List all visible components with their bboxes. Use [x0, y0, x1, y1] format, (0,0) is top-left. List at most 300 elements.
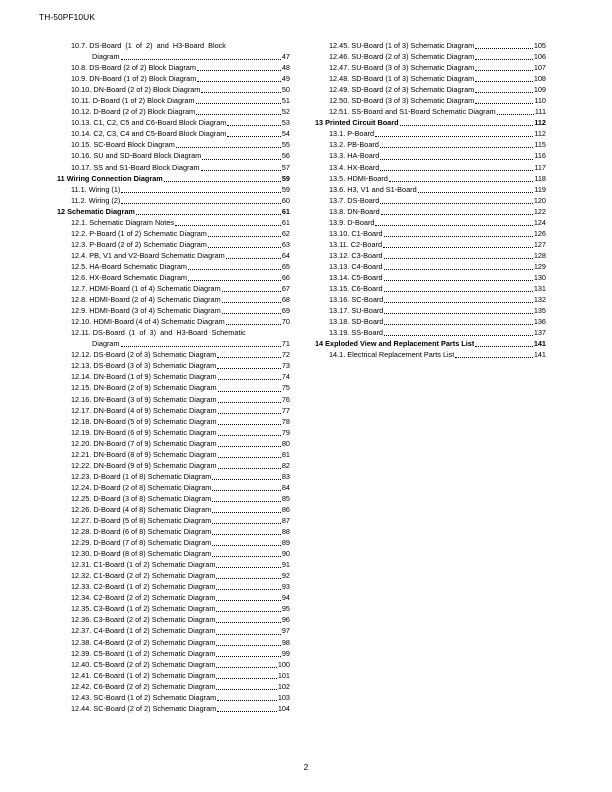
toc-entry-number: 10.15.: [71, 140, 92, 150]
dot-leader: [202, 158, 281, 160]
toc-entry-page: 54: [281, 129, 290, 139]
toc-entry-number: 12.49.: [329, 85, 350, 95]
toc-entry-number: 13.5.: [329, 173, 346, 183]
toc-entry-number: 12.44.: [71, 703, 92, 713]
toc-entry[interactable]: [54, 106, 290, 117]
toc-entry[interactable]: [54, 427, 290, 438]
toc-entry-page: 126: [533, 228, 546, 238]
toc-entry-title: DN-Board: [347, 206, 380, 216]
toc-entry-number: 12.22.: [71, 460, 92, 470]
toc-entry[interactable]: [54, 681, 290, 692]
toc-entry-title: C3-Board (1 of 2) Schematic Diagram: [93, 604, 216, 614]
dot-leader: [400, 124, 534, 126]
toc-entry-number: 12.6.: [71, 272, 88, 282]
toc-entry-number: 13.6.: [329, 184, 346, 194]
dot-leader: [197, 80, 281, 82]
toc-entry-title: SD-Board (2 of 3) Schematic Diagram: [351, 85, 475, 95]
toc-entry[interactable]: [54, 316, 290, 327]
toc-entry[interactable]: [54, 294, 290, 305]
toc-entry-title: C6-Board: [351, 284, 383, 294]
toc-entry-page: 116: [534, 151, 546, 161]
toc-entry-title: Wiring Connection Diagram: [66, 173, 163, 183]
toc-entry[interactable]: [312, 239, 546, 250]
toc-entry[interactable]: [54, 592, 290, 603]
dot-leader: [375, 135, 533, 137]
toc-entry-page: 124: [533, 217, 546, 227]
toc-entry-page: 69: [281, 306, 290, 316]
dot-leader: [212, 533, 281, 535]
dot-leader: [227, 135, 281, 137]
toc-entry-page: 75: [281, 383, 290, 393]
toc-entry-page: 88: [281, 527, 290, 537]
dot-leader: [383, 246, 533, 248]
toc-entry-title: DN-Board (3 of 9) Schematic Diagram: [93, 394, 217, 404]
toc-entry-title: D-Board (8 of 8) Schematic Diagram: [93, 549, 212, 559]
toc-entry[interactable]: [312, 316, 546, 327]
document-title: TH-50PF10UK: [39, 12, 96, 22]
dot-leader: [212, 511, 281, 513]
toc-entry[interactable]: [312, 106, 546, 117]
toc-entry[interactable]: [54, 493, 290, 504]
toc-entry-number: 12.33.: [71, 582, 92, 592]
toc-entry[interactable]: [54, 581, 290, 592]
toc-entry[interactable]: [54, 117, 290, 128]
dot-leader: [196, 113, 281, 115]
dot-leader: [418, 191, 534, 193]
toc-entry-page: 70: [281, 317, 290, 327]
dot-leader: [121, 191, 281, 193]
dot-leader: [381, 213, 533, 215]
toc-entry[interactable]: [54, 305, 290, 316]
toc-entry[interactable]: [312, 349, 546, 360]
toc-entry-page: 68: [281, 295, 290, 305]
toc-entry-page: 99: [281, 648, 290, 658]
toc-section-heading[interactable]: [54, 206, 290, 217]
toc-entry-page: 141: [533, 339, 546, 349]
toc-entry-number: 10.14.: [71, 129, 92, 139]
dot-leader: [216, 655, 280, 657]
toc-entry-title: SU and SD-Board Block Diagram: [93, 151, 202, 161]
toc-entry-title: HDMI-Board: [347, 173, 388, 183]
toc-entry-page: 77: [281, 405, 290, 415]
toc-entry-number: 12.26.: [71, 504, 92, 514]
dot-leader: [164, 180, 281, 182]
toc-entry-number: 12.28.: [71, 527, 92, 537]
toc-entry-title: C1, C2, C5 and C6-Board Block Diagram: [93, 118, 227, 128]
toc-entry[interactable]: [312, 95, 546, 106]
toc-entry-number: 12.27.: [71, 516, 92, 526]
toc-entry-title: Diagram: [92, 52, 120, 62]
toc-entry-number: 12.30.: [71, 549, 92, 559]
toc-entry-title: DS-Board (1 of 3) and H3-Board Schematic: [92, 328, 246, 338]
toc-entry-number: 12.42.: [71, 681, 92, 691]
toc-section-heading[interactable]: [312, 117, 546, 128]
toc-entry[interactable]: [54, 416, 290, 427]
toc-entry-page: 94: [281, 593, 290, 603]
toc-entry-title: D-Board (7 of 8) Schematic Diagram: [93, 538, 212, 548]
toc-entry[interactable]: [54, 471, 290, 482]
toc-entry[interactable]: [54, 438, 290, 449]
toc-entry[interactable]: [54, 327, 290, 338]
toc-entry[interactable]: [54, 614, 290, 625]
toc-entry[interactable]: [54, 95, 290, 106]
toc-entry-title: P-Board: [347, 129, 375, 139]
toc-entry-title: D-Board (2 of 2) Block Diagram: [93, 107, 196, 117]
toc-entry-page: 50: [281, 85, 290, 95]
toc-entry[interactable]: [54, 637, 290, 648]
toc-entry[interactable]: [54, 217, 290, 228]
dot-leader: [455, 356, 532, 358]
toc-entry[interactable]: [312, 73, 546, 84]
toc-entry[interactable]: [54, 195, 290, 206]
toc-entry[interactable]: [54, 184, 290, 195]
toc-entry[interactable]: [54, 128, 290, 139]
toc-entry-number: 13.19.: [329, 328, 350, 338]
toc-entry-page: 92: [281, 571, 290, 581]
toc-entry-page: 47: [281, 52, 290, 62]
toc-entry-number: 12.29.: [71, 538, 92, 548]
toc-entry-title: D-Board (1 of 8) Schematic Diagram: [93, 471, 212, 481]
toc-entry-page: 86: [281, 504, 290, 514]
toc-entry-page: 110: [534, 96, 546, 106]
toc-entry[interactable]: [54, 482, 290, 493]
toc-entry[interactable]: [54, 283, 290, 294]
toc-entry-number: 12.45.: [329, 41, 350, 50]
toc-entry-title: D-Board (3 of 8) Schematic Diagram: [93, 493, 212, 503]
dot-leader: [380, 202, 533, 204]
toc-entry-page: 60: [281, 195, 290, 205]
toc-entry-title: C2-Board: [350, 239, 383, 249]
toc-entry-title: D-Board: [347, 217, 375, 227]
toc-entry-title: DN-Board (2 of 2) Block Diagram: [93, 85, 201, 95]
dot-leader: [475, 47, 533, 49]
dot-leader: [475, 345, 533, 347]
toc-entry-number: 12.31.: [71, 560, 92, 570]
toc-entry[interactable]: [54, 625, 290, 636]
toc-entry-title: SC-Board Block Diagram: [93, 140, 175, 150]
toc-entry-number: 13.1.: [329, 129, 346, 139]
dot-leader: [197, 69, 281, 71]
toc-entry[interactable]: [54, 460, 290, 471]
toc-entry[interactable]: [54, 261, 290, 272]
toc-entry-title: Exploded View and Replacement Parts List: [325, 339, 475, 349]
toc-entry[interactable]: [312, 40, 546, 51]
toc-entry-title: P-Board (2 of 2) Schematic Diagram: [89, 239, 207, 249]
toc-entry[interactable]: [54, 570, 290, 581]
toc-entry[interactable]: [54, 73, 290, 84]
toc-entry-page: 95: [281, 604, 290, 614]
toc-entry[interactable]: [54, 449, 290, 460]
toc-entry-number: 12.25.: [71, 493, 92, 503]
toc-section-heading[interactable]: [312, 338, 546, 349]
toc-entry-title: C5-Board (1 of 2) Schematic Diagram: [93, 648, 216, 658]
toc-entry-title: DN-Board (9 of 9) Schematic Diagram: [93, 460, 217, 470]
toc-entry-title: C2-Board (1 of 2) Schematic Diagram: [93, 582, 216, 592]
dot-leader: [384, 235, 533, 237]
toc-entry-title: C4-Board (1 of 2) Schematic Diagram: [93, 626, 216, 636]
toc-entry-number: 12.47.: [329, 63, 350, 73]
toc-entry[interactable]: [54, 648, 290, 659]
toc-entry[interactable]: [54, 537, 290, 548]
toc-entry[interactable]: [312, 206, 546, 217]
toc-entry[interactable]: [54, 703, 290, 714]
toc-entry-number: 12.36.: [71, 615, 92, 625]
toc-entry[interactable]: [54, 228, 290, 239]
toc-entry[interactable]: [312, 128, 546, 139]
dot-leader: [380, 158, 533, 160]
page-number: 2: [303, 763, 309, 772]
toc-entry[interactable]: [54, 62, 290, 73]
toc-entry-title: SD-Board (1 of 3) Schematic Diagram: [351, 74, 475, 84]
dot-leader: [375, 224, 532, 226]
toc-entry[interactable]: [54, 382, 290, 393]
toc-entry[interactable]: [312, 139, 546, 150]
toc-entry-page: 71: [281, 339, 290, 349]
toc-entry-number: 10.9.: [71, 74, 88, 84]
toc-entry[interactable]: [54, 504, 290, 515]
toc-entry-page: 87: [281, 516, 290, 526]
toc-entry-page: 72: [281, 350, 290, 360]
toc-entry-number: 12.12.: [71, 350, 92, 360]
toc-entry-title: C5-Board (2 of 2) Schematic Diagram: [93, 659, 216, 669]
toc-entry[interactable]: [312, 272, 546, 283]
toc-entry[interactable]: [312, 195, 546, 206]
toc-entry[interactable]: [312, 84, 546, 95]
toc-right-column: [312, 40, 546, 360]
toc-entry-number: 13.10.: [329, 228, 350, 238]
dot-leader: [218, 423, 281, 425]
toc-entry[interactable]: [54, 349, 290, 360]
dot-leader: [217, 367, 281, 369]
toc-entry[interactable]: [312, 51, 546, 62]
toc-entry-title: Wiring (2): [88, 195, 121, 205]
toc-entry-number: 10.13.: [71, 118, 92, 128]
dot-leader: [384, 323, 532, 325]
toc-entry[interactable]: [54, 670, 290, 681]
toc-entry-number: 12.35.: [71, 604, 92, 614]
toc-entry[interactable]: [54, 548, 290, 559]
toc-entry-page: 81: [281, 449, 290, 459]
toc-entry-page: 111: [534, 107, 546, 117]
dot-leader: [218, 401, 281, 403]
toc-entry[interactable]: [312, 327, 546, 338]
toc-entry[interactable]: [54, 405, 290, 416]
toc-entry-page: 104: [277, 703, 290, 713]
dot-leader: [380, 146, 533, 148]
toc-entry-number: 10.17.: [71, 162, 92, 172]
toc-entry-page: 73: [281, 361, 290, 371]
dot-leader: [226, 257, 281, 259]
toc-entry[interactable]: [54, 659, 290, 670]
toc-entry[interactable]: [54, 515, 290, 526]
toc-section-heading[interactable]: [54, 173, 290, 184]
toc-entry-title: SS-Board and S1-Board Schematic Diagram: [351, 107, 496, 117]
toc-entry[interactable]: [54, 692, 290, 703]
toc-entry-page: 63: [281, 239, 290, 249]
toc-entry[interactable]: [312, 283, 546, 294]
toc-entry-number: 12.23.: [71, 471, 92, 481]
toc-entry-title: DN-Board (8 of 9) Schematic Diagram: [93, 449, 217, 459]
toc-entry[interactable]: [312, 184, 546, 195]
toc-entry[interactable]: [54, 526, 290, 537]
toc-entry-title: D-Board (5 of 8) Schematic Diagram: [93, 516, 212, 526]
toc-entry-title: PB-Board: [347, 140, 379, 150]
dot-leader: [218, 378, 281, 380]
dot-leader: [216, 610, 280, 612]
toc-entry-page: 61: [281, 217, 290, 227]
toc-entry-page: 118: [534, 173, 546, 183]
toc-entry-title: C1-Board: [351, 228, 383, 238]
toc-entry[interactable]: [54, 84, 290, 95]
dot-leader: [222, 301, 281, 303]
toc-entry[interactable]: [312, 150, 546, 161]
toc-entry-page: 90: [281, 549, 290, 559]
dot-leader: [497, 113, 534, 115]
dot-leader: [217, 356, 281, 358]
toc-entry-number: 12.19.: [71, 427, 92, 437]
dot-leader: [384, 301, 532, 303]
toc-entry-page: 57: [281, 162, 290, 172]
toc-entry-number: 12.8.: [71, 295, 88, 305]
toc-entry-title: HX-Board Schematic Diagram: [89, 272, 187, 282]
toc-entry-number: 14.1.: [329, 350, 346, 360]
toc-entry[interactable]: [54, 162, 290, 173]
toc-entry-number: 13.13.: [329, 261, 350, 271]
toc-entry-page: 112: [534, 129, 546, 139]
toc-entry-title: DN-Board (7 of 9) Schematic Diagram: [93, 438, 217, 448]
toc-entry-page: 131: [533, 284, 546, 294]
toc-entry-page: 108: [533, 74, 546, 84]
toc-entry[interactable]: [54, 360, 290, 371]
toc-entry[interactable]: [54, 40, 290, 51]
toc-entry[interactable]: [54, 239, 290, 250]
dot-leader: [475, 80, 533, 82]
toc-entry-title: DS-Board (2 of 3) Schematic Diagram: [93, 350, 217, 360]
dot-leader: [475, 58, 533, 60]
toc-entry[interactable]: [54, 250, 290, 261]
toc-entry-number: 11.2.: [71, 195, 87, 205]
toc-entry-number: 11: [57, 173, 65, 183]
toc-entry-title: Schematic Diagram Notes: [89, 217, 175, 227]
dot-leader: [475, 69, 533, 71]
toc-entry-number: 10.11.: [71, 96, 91, 106]
toc-entry[interactable]: [312, 217, 546, 228]
toc-entry[interactable]: [312, 162, 546, 173]
dot-leader: [121, 345, 281, 347]
toc-entry-page: 96: [281, 615, 290, 625]
toc-entry-number: 12.20.: [71, 438, 92, 448]
toc-entry-number: 12.41.: [71, 670, 92, 680]
toc-entry[interactable]: [54, 272, 290, 283]
toc-entry-title: C4-Board: [351, 261, 383, 271]
toc-entry-title: C3-Board (2 of 2) Schematic Diagram: [93, 615, 216, 625]
toc-entry-number: 12.10.: [71, 317, 92, 327]
toc-entry-title: D-Board (2 of 8) Schematic Diagram: [93, 482, 212, 492]
toc-entry-page: 59: [281, 173, 290, 183]
toc-entry-title: C3-Board: [351, 250, 383, 260]
toc-entry-page: 120: [533, 195, 546, 205]
toc-entry-page: 67: [281, 284, 290, 294]
toc-entry[interactable]: [312, 305, 546, 316]
toc-entry-number: 12.24.: [71, 482, 92, 492]
dot-leader: [212, 478, 281, 480]
toc-entry-title: SC-Board: [351, 295, 384, 305]
toc-entry[interactable]: [54, 603, 290, 614]
toc-entry-title: D-Board (1 of 2) Block Diagram: [92, 96, 195, 106]
toc-entry-number: 12.17.: [71, 405, 92, 415]
toc-entry[interactable]: [54, 371, 290, 382]
toc-entry-number: 13.16.: [329, 295, 350, 305]
toc-entry-number: 13.11.: [329, 239, 349, 249]
toc-entry-number: 13.3.: [329, 151, 346, 161]
dot-leader: [384, 268, 533, 270]
toc-entry-number: 12.32.: [71, 571, 92, 581]
dot-leader: [208, 246, 281, 248]
toc-entry[interactable]: [54, 338, 290, 349]
toc-entry-number: 12.43.: [71, 692, 92, 702]
toc-entry-page: 91: [281, 560, 290, 570]
toc-entry[interactable]: [312, 250, 546, 261]
toc-entry-page: 55: [281, 140, 290, 150]
toc-entry-page: 89: [281, 538, 290, 548]
toc-entry-number: 12.40.: [71, 659, 92, 669]
toc-entry[interactable]: [54, 150, 290, 161]
toc-entry-title: Electrical Replacement Parts List: [347, 350, 455, 360]
dot-leader: [212, 500, 281, 502]
dot-leader: [212, 544, 281, 546]
dot-leader: [384, 334, 533, 336]
toc-entry[interactable]: [312, 261, 546, 272]
toc-entry-title: SC-Board (1 of 2) Schematic Diagram: [93, 692, 217, 702]
toc-entry-number: 10.8.: [71, 63, 88, 73]
toc-entry-title: Schematic Diagram: [67, 206, 135, 216]
dot-leader: [218, 445, 281, 447]
toc-entry-title: D-Board (4 of 8) Schematic Diagram: [93, 504, 212, 514]
dot-leader: [218, 434, 281, 436]
toc-entry-number: 10.10.: [71, 85, 92, 95]
toc-entry-page: 83: [281, 471, 290, 481]
toc-entry-title: C4-Board (2 of 2) Schematic Diagram: [93, 637, 216, 647]
toc-entry-number: 13.17.: [329, 306, 350, 316]
toc-entry-number: 13.18.: [329, 317, 350, 327]
toc-entry-page: 98: [281, 637, 290, 647]
toc-entry[interactable]: [54, 139, 290, 150]
toc-entry-page: 84: [281, 482, 290, 492]
toc-entry-number: 10.16.: [71, 151, 92, 161]
toc-entry[interactable]: [312, 62, 546, 73]
toc-entry-page: 102: [277, 681, 290, 691]
toc-entry[interactable]: [312, 228, 546, 239]
toc-entry-page: 52: [281, 107, 290, 117]
toc-entry-page: 115: [534, 140, 546, 150]
toc-entry-number: 13.15.: [329, 284, 350, 294]
dot-leader: [389, 180, 534, 182]
dot-leader: [212, 489, 281, 491]
toc-entry[interactable]: [54, 51, 290, 62]
dot-leader: [216, 633, 280, 635]
toc-entry-number: 12.9.: [71, 306, 88, 316]
toc-entry-page: 132: [533, 295, 546, 305]
toc-entry[interactable]: [54, 559, 290, 570]
toc-entry[interactable]: [54, 394, 290, 405]
toc-entry-title: DN-Board (4 of 9) Schematic Diagram: [93, 405, 217, 415]
toc-entry-number: 12.18.: [71, 416, 92, 426]
toc-entry[interactable]: [312, 173, 546, 184]
toc-entry-page: 103: [277, 692, 290, 702]
toc-entry-title: DN-Board (6 of 9) Schematic Diagram: [93, 427, 217, 437]
toc-entry-number: 12.3.: [71, 239, 88, 249]
toc-entry[interactable]: [312, 294, 546, 305]
